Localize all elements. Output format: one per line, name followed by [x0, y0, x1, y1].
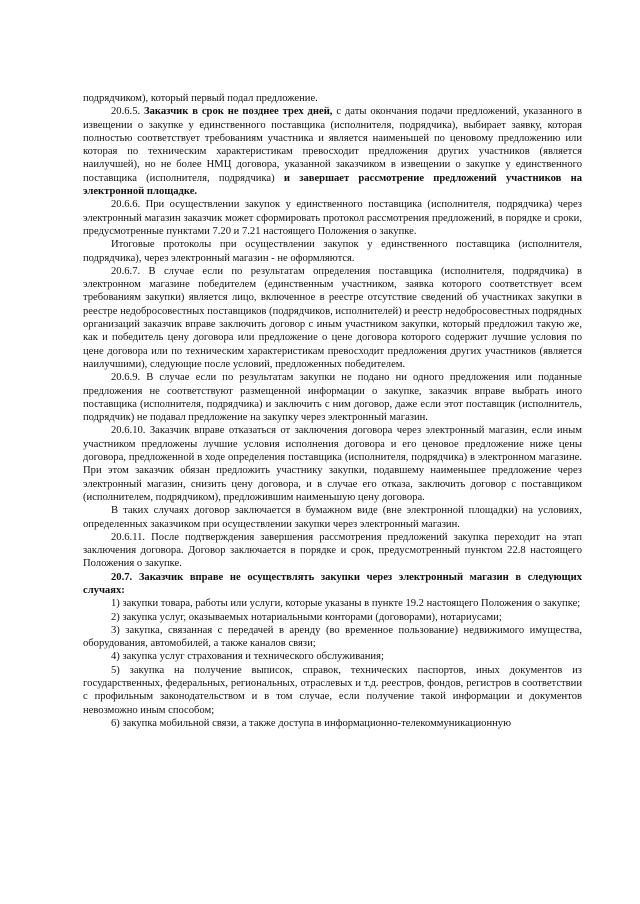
- bold-text: 20.7. Заказчик вправе не осуществлять закупки через электронный магазин в следующих случаях:: [83, 571, 582, 596]
- text-run: подрядчиком), который первый подал предложение.: [83, 93, 318, 104]
- text-run: 1) закупки товара, работы или услуги, которые указаны в пункте 19.2 настоящего Положения о закупке;: [111, 598, 581, 610]
- paragraph: [83, 265, 582, 371]
- text-run: с даты окончания подачи предложений, указанного в извещении о закупке у единственного поставщика (исполнителя, подрядчика), выбирает заявку, которая полностью соответствует требованиям участника и является наименьшей по ценовому предложению или которая по техническим характеристикам превосходит предложения других участников (является наилучшей), но не более НМЦ договора, указанной заказчиком в извещении о закупке у единственного поставщика (исполнителя, подрядчика): [83, 106, 582, 184]
- paragraph: [83, 531, 582, 571]
- paragraph: [83, 504, 582, 531]
- paragraph: [83, 597, 582, 610]
- text-run: В таких случаях договор заключается в бумажном виде (вне электронной площадки) на условиях, определенных заказчиком при осуществлении закупки через электронный магазин.: [83, 505, 582, 530]
- paragraph: [83, 105, 582, 198]
- paragraph: [83, 238, 582, 265]
- paragraph: [83, 371, 582, 424]
- text-run: 20.6.11. После подтверждения завершения рассмотрения предложений закупка переходит на этап заключения договора. Договор заключается в порядке и срок, предусмотренный пунктом 22.8 настоящего Положения о закупке.: [83, 531, 582, 570]
- paragraph: [83, 664, 582, 717]
- bold-text: Заказчик в срок не позднее трех дней,: [144, 106, 333, 118]
- bold-text: и завершает рассмотрение предложений участников на электронной площадке.: [83, 172, 582, 198]
- paragraph: [83, 424, 582, 504]
- paragraph: [83, 611, 582, 624]
- paragraph: [83, 624, 582, 651]
- text-run: 20.6.10. Заказчик вправе отказаться от заключения договора через электронный магазин, если иным участником предложены лучшие условия исполнения договора и его ценовое предложение ниже цены договора, предложенной в ходе определения поставщика (исполнителя, подрядчика) в электронном магазине. При этом заказчик обязан предложить участнику закупки, подавшему наименьшее предложение через электронный магазин, снизить цену договора, и в случае его отказа, заключить договор с поставщиком (исполнителем, подрядчиком), предложившим наименьшую цену договора.: [83, 425, 582, 503]
- text-run: 20.6.5.: [111, 106, 145, 118]
- text-run: Итоговые протоколы при осуществлении закупок у единственного поставщика (исполнителя, подрядчика), через электронный магазин - не оформляются.: [83, 239, 582, 264]
- text-run: 20.6.6. При осуществлении закупок у единственного поставщика (исполнителя, подрядчика) через электронный магазин заказчик может сформировать протокол рассмотрения предложений, в порядке и сроки, предусмотренные пунктами 7.20 и 7.21 настоящего Положения о закупке.: [83, 199, 582, 237]
- document-page: [83, 92, 582, 730]
- paragraph: [83, 198, 582, 238]
- paragraph: [83, 717, 582, 730]
- text-run: 5) закупка на получение выписок, справок, технических паспортов, иных документов из государственных, федеральных, региональных, отраслевых и т.д. реестров, фондов, регистров в соответствии с профильным законодательством и в том случае, если получение такой информации и документов невозможно иным способом;: [83, 664, 582, 716]
- text-run: 20.6.7. В случае если по результатам определения поставщика (исполнителя, подрядчика) в электронном магазине победителем (единственным участником, заявка которого соответствует всем требованиям закупки) является лицо, включенное в реестре отсутствие сведений об участниках закупки в реестре недобросовестных поставщиков (подрядчиков, исполнителей) и реестр недобросовестных подрядных организаций заказчик вправе заключить договор с иным участником закупки, который предложил такую же, как и победитель цену договора или предложение о цене договора которого содержит лучшие условия по цене договора или по техническим характеристикам превосходит предложения других участников (является наилучшими), следующие после условий, предложенных победителем.: [83, 265, 582, 370]
- text-run: 2) закупка услуг, оказываемых нотариальными конторами (договорами), нотариусами;: [111, 611, 502, 623]
- text-run: 4) закупка услуг страхования и технического обслуживания;: [111, 651, 384, 663]
- text-run: 20.6.9. В случае если по результатам закупки не подано ни одного предложения или поданные предложения не соответствуют размещенной информации о закупке, заказчик вправе выбрать иного поставщика (исполнителя, подрядчика) и заключить с ним договор, даже если этот поставщик (исполнитель, подрядчик) не подавал предложение на закупку через электронный магазин.: [83, 372, 582, 424]
- text-run: 6) закупка мобильной связи, а также доступа в информационно-телекоммуникационную: [111, 717, 512, 729]
- paragraph: [83, 92, 582, 105]
- paragraph: [83, 571, 582, 598]
- paragraph: [83, 650, 582, 663]
- text-run: 3) закупка, связанная с передачей в аренду (во временное пользование) недвижимого имущества, оборудования, автомобилей, а также каналов связи;: [83, 624, 582, 650]
